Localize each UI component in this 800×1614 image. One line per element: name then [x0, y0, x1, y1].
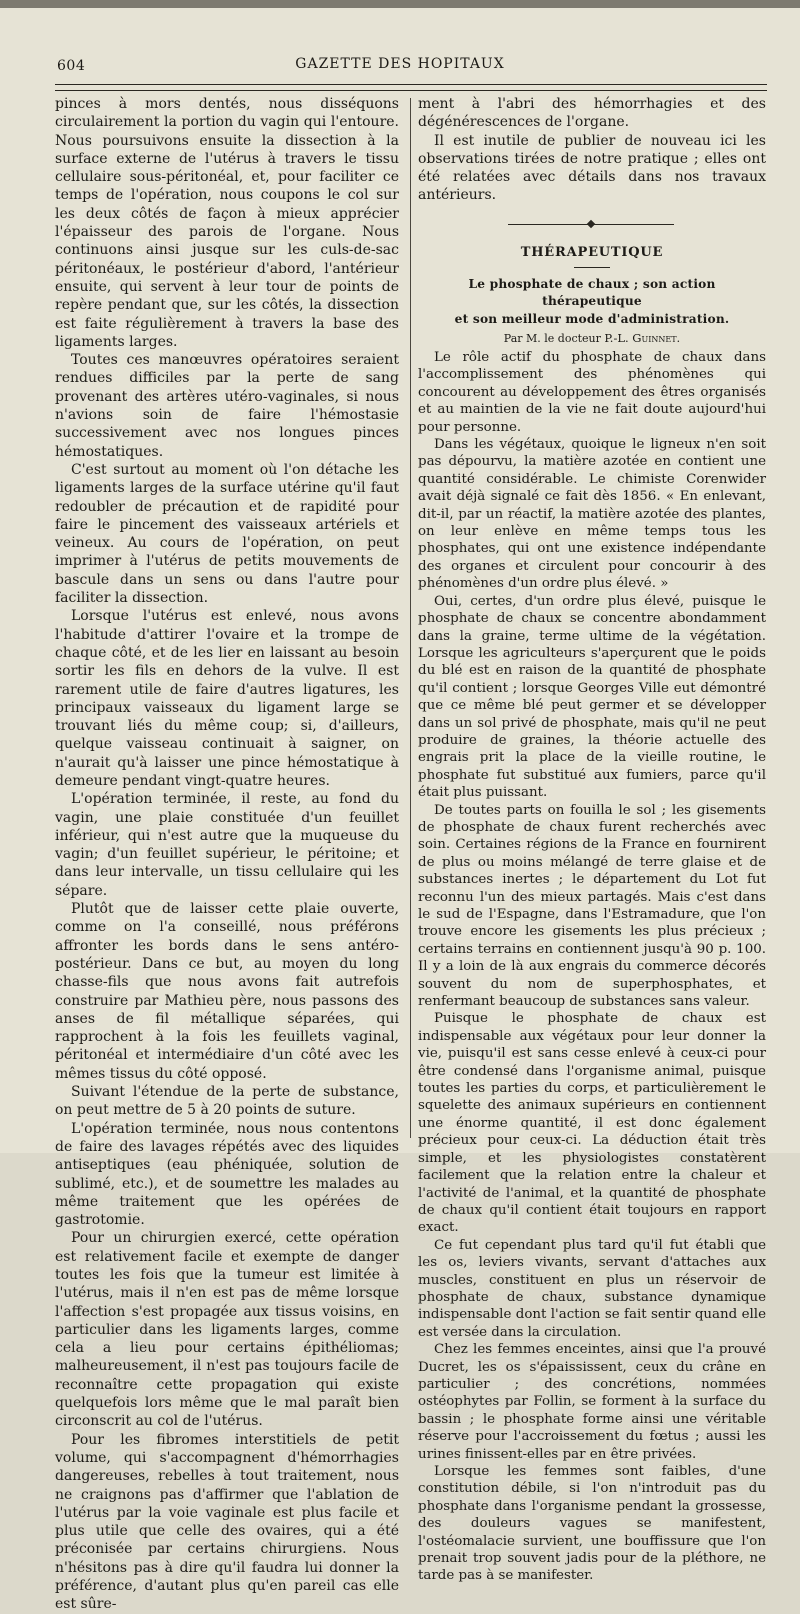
running-head: [0, 52, 800, 78]
left-paragraph-8: L'opération terminée, nous nous contentons de faire des lavages répétés avec des liquides antiseptiques (eau phéniquée, solution de sublimé, etc.), et de soumettre les malades au même traitement que les opérées de gastrotomie.: [55, 1120, 399, 1229]
right-paragraph-7: Chez les femmes enceintes, ainsi que l'a prouvé Ducret, les os s'épaississent, ceux du crâne en particulier ; des concrétions, nommées ostéophytes par Follin, se forment à la surface du bassin ; le phosphate forme ainsi une véritable réserve pour l'accroissement du fœtus ; aussi les urines finissent-elles par en être privées.: [418, 1342, 766, 1462]
section-heading: THÉRAPEUTIQUE: [520, 244, 664, 260]
left-paragraph-4: Lorsque l'utérus est enlevé, nous avons l'habitude d'attirer l'ovaire et la trompe de chaque côté, et de les lier en laissant au besoin sortir les fils en dehors de la vulve. Il est rarement utile de faire d'autres ligatures, les principaux vaisseaux du ligament large se trouvant liés du même coup; si, d'ailleurs, quelque vaisseau continuait à saigner, on n'aurait qu'à laisser une pince hémostatique à demeure pendant vingt-quatre heures.: [55, 608, 399, 789]
left-paragraph-10: Pour les fibromes interstitiels de petit volume, qui s'accompagnent d'hémorrhagies dangereuses, rebelles à tout traitement, nous ne craignons pas d'affirmer que l'ablation de l'utérus par la voie vaginale est plus facile et plus utile que celle des ovaires, qui a été préconisée par certains chirurgiens. Nous n'hésitons pas à dire qu'il faudra lui donner la préférence, d'autant plus qu'en pareil cas elle est sûre-: [55, 1431, 399, 1613]
header-double-rule: [55, 84, 767, 91]
left-paragraph-6: Plutôt que de laisser cette plaie ouverte, comme on l'a conseillé, nous préférons affronter les bords dans le sens antéro-postérieur. Dans ce but, au moyen du long chasse-fils que nous avons fait autrefois construire par Mathieu père, nous passons des anses de fil métallique séparées, qui rapprochent à la fois les feuillets vaginal, péritonéal et intermédiaire d'un côté avec les mêmes tissus du côté opposé.: [55, 901, 399, 1082]
left-paragraph-9: Pour un chirurgien exercé, cette opération est relativement facile et exempte de danger toutes les fois que la tumeur est limitée à l'utérus, mais il n'en est pas de même lorsque l'affection s'est propagée aux tissus voisins, en particulier dans les ligaments larges, comme cela a lieu pour certains épithéliomas; malheureusement, il n'est pas toujours facile de reconnaître cette propagation qui existe quelquefois lors même que le mal paraît bien circonscrit au col de l'utérus.: [55, 1230, 399, 1430]
page-number: 604: [57, 58, 86, 74]
left-column: [55, 95, 399, 1613]
column-divider: [410, 98, 411, 1138]
right-paragraph-8: Lorsque les femmes sont faibles, d'une constitution débile, si l'on n'introduit pas du phosphate dans l'organisme pendant la grossesse, des douleurs vagues se manifestent, l'ostéomalacie survient, une bouffissure que l'on prenait trop souvent jadis pour de la pléthore, ne tarde pas à se manifester.: [418, 1464, 766, 1584]
article-title: [418, 276, 766, 328]
left-paragraph-2: Toutes ces manœuvres opératoires seraient rendues difficiles par la perte de sang provenant des artères utéro-vaginales, si nous n'avions soin de faire l'hémostasie successivement avec nos longues pinces hémostatiques.: [55, 352, 399, 460]
section-short-rule: [574, 267, 610, 268]
journal-title: GAZETTE DES HOPITAUX: [295, 56, 505, 72]
right-paragraph-5: Puisque le phosphate de chaux est indispensable aux végétaux pour leur donner la vie, puisqu'il est sans cesse enlevé à ceux-ci pour être condensé dans l'organisme animal, puisque toutes les parties du corps, et particulièrement le squelette des animaux supérieurs en contiennent une énorme quantité, il est donc également précieux pour ceux-ci. La déduction était très simple, et les physiologistes constatèrent facilement que la relation entre la chaleur et l'activité de l'animal, et la quantité de phosphate de chaux qu'il contient était toujours en rapport exact.: [418, 1011, 766, 1236]
right-lead-paragraph-2: Il est inutile de publier de nouveau ici les observations tirées de notre pratique ; elles ont été relatées avec détails dans nos travaux antérieurs.: [418, 132, 766, 204]
article-byline: [418, 330, 766, 347]
right-paragraph-1: Le rôle actif du phosphate de chaux dans l'accomplissement des phénomènes qui concourent au développement des êtres organisés et au maintien de la vie ne fait doute aujourd'hui pour personne.: [418, 350, 766, 435]
right-column: [418, 95, 766, 1584]
article-title-line-2: et son meilleur mode d'administration.: [454, 311, 730, 326]
article-title-line-1: Le phosphate de chaux ; son action thérapeutique: [468, 276, 716, 309]
separator-ornament-icon: [587, 220, 595, 228]
top-edge-band: [0, 0, 800, 8]
left-paragraph-3: C'est surtout au moment où l'on détache les ligaments larges de la surface utérine qu'il faut redoubler de précaution et de rapidité pour faire le pincement des vaisseaux artériels et veineux. Au cours de l'opération, on peut imprimer à l'utérus de petits mouvements de bascule dans un sens ou dans l'autre pour faciliter la dissection.: [55, 461, 399, 607]
right-paragraph-4: De toutes parts on fouilla le sol ; les gisements de phosphate de chaux furent recherchés avec soin. Certaines régions de la France en fournirent de plus ou moins mélangé de terre glaise et de substances inertes ; le département du Lot fut reconnu l'un des mieux partagés. Mais c'est dans le sud de l'Espagne, dans l'Estramadure, que l'on trouve encore les gisements les plus précieux ; certains terrains en contiennent jusqu'à 90 p. 100. Il y a loin de là aux engrais du commerce décorés souvent du nom de superphosphates, et renfermant beaucoup de substances sans valeur.: [418, 802, 766, 1010]
left-paragraph-1: pinces à mors dentés, nous disséquons circulairement la portion du vagin qui l'entoure. Nous poursuivons ensuite la dissection à la surface externe de l'utérus à travers le tissu cellulaire sous-péritonéal, et, pour faciliter ce temps de l'opération, nous coupons le col sur les deux côtés de façon à mieux apprécier l'épaisseur des parois de l'organe. Nous continuons ainsi jusque sur les culs-de-sac péritonéaux, le postérieur d'abord, l'antérieur ensuite, qui servent à leur tour de points de repère pendant que, sur les côtés, la dissection est faite régulièrement à travers la base des ligaments larges.: [55, 96, 399, 350]
right-lead-paragraph-1: ment à l'abri des hémorrhagies et des dégénérescences de l'organe.: [418, 96, 766, 131]
byline-author: P.-L. Guinnet.: [604, 331, 681, 345]
right-paragraph-3: Oui, certes, d'un ordre plus élevé, puisque le phosphate de chaux se concentre abondamment dans la graine, terme ultime de la végétation. Lorsque les agriculteurs s'aperçurent que le poids du blé est en raison de la quantité de phosphate qu'il contient ; lorsque Georges Ville eut démontré que ce même blé peut germer et se développer dans un sol privé de phosphate, mais qu'il ne peut produire de graines, la théorie actuelle des engrais prit la place de la vieille routine, le phosphate fut substitué aux fumiers, parce qu'il était plus puissant.: [418, 593, 766, 801]
byline-prefix: Par M. le docteur: [503, 332, 601, 345]
section-separator: [418, 205, 766, 243]
right-paragraph-6: Ce fut cependant plus tard qu'il fut établi que les os, leviers vivants, servant d'attaches aux muscles, constituent en plus un réservoir de phosphate de chaux, substance dynamique indispensable dont l'action se fait sentir quand elle est versée dans la circulation.: [418, 1237, 766, 1340]
right-paragraph-2: Dans les végétaux, quoique le ligneux n'en soit pas dépourvu, la matière azotée en contient une quantité considérable. Le chimiste Corenwider avait déjà signalé ce fait dès 1856. « En enlevant, dit-il, par un réactif, la matière azotée des plantes, on leur enlève en même temps tous les phosphates, qui ont une existence indépendante des organes et circulent pour concourir à des phénomènes d'un ordre plus élevé. »: [418, 437, 766, 592]
left-paragraph-7: Suivant l'étendue de la perte de substance, on peut mettre de 5 à 20 points de suture.: [55, 1084, 399, 1119]
left-paragraph-5: L'opération terminée, il reste, au fond du vagin, une plaie constituée d'un feuillet inférieur, qui n'est autre que la muqueuse du vagin; d'un feuillet supérieur, le péritoine; et dans leur intervalle, un tissu cellulaire qui les sépare.: [55, 791, 399, 899]
